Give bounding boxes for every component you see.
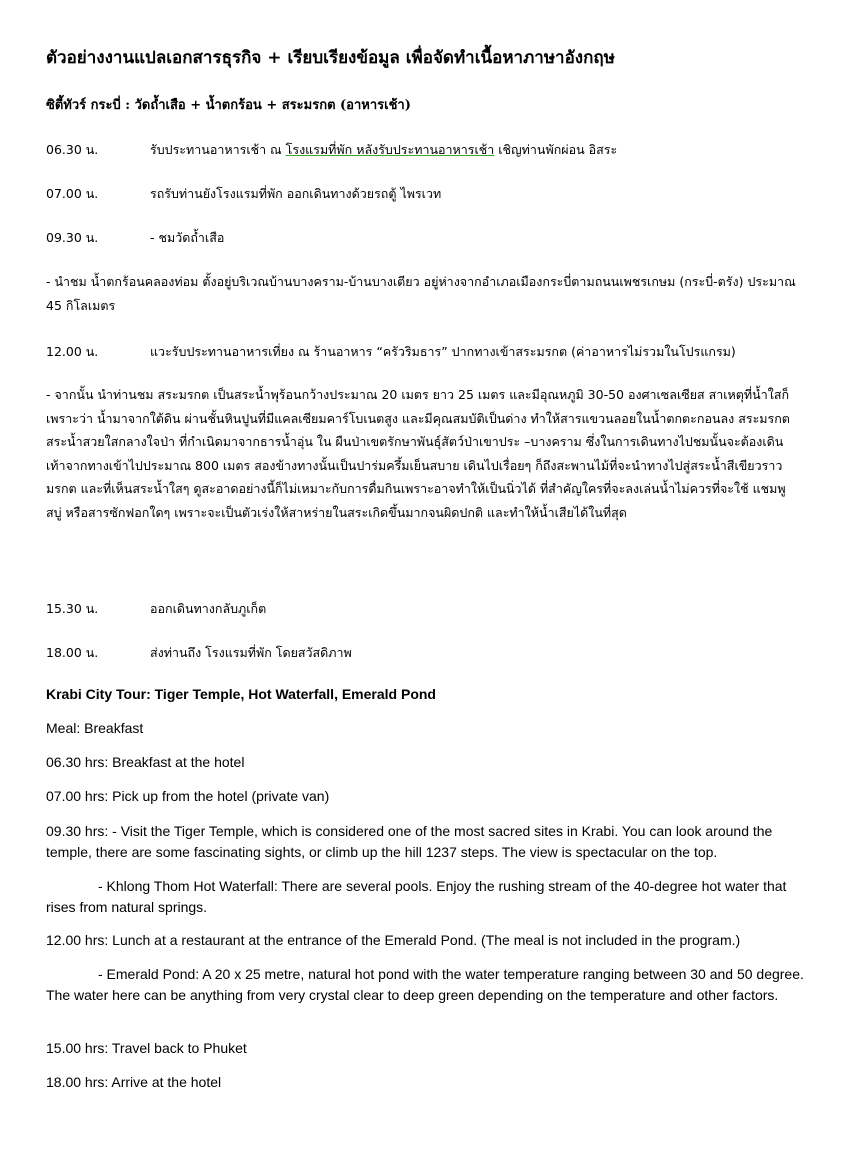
thai-schedule-item	[46, 641, 352, 664]
english-schedule-item: 07.00 hrs: Pick up from the hotel (private van)	[46, 788, 330, 804]
english-schedule-item: 12.00 hrs: Lunch at a restaurant at the entrance of the Emerald Pond. (The meal is not included in the program.)	[46, 932, 741, 948]
document-title: ตัวอย่างงานแปลเอกสารธุรกิจ + เรียบเรียงข้อมูล เพื่อจัดทำเนื้อหาภาษาอังกฤษ	[46, 48, 615, 68]
english-schedule-item: 06.30 hrs: Breakfast at the hotel	[46, 754, 245, 770]
english-tour-title: Krabi City Tour: Tiger Temple, Hot Waterfall, Emerald Pond	[46, 686, 436, 702]
schedule-text: รถรับท่านยังโรงแรมที่พัก ออกเดินทางด้วยรถตู้ ไพรเวท	[150, 186, 442, 201]
english-schedule-item: 09.30 hrs: - Visit the Tiger Temple, which is considered one of the most sacred sites in Krabi. You can look around the temple, there are some fascinating sights, or climb up the hill 1237 steps. The view is spectacular on the top.	[46, 823, 773, 860]
thai-schedule-item	[46, 597, 266, 620]
schedule-time: 18.00 น.	[46, 645, 99, 660]
thai-schedule-item	[46, 182, 441, 205]
spellcheck-underline-text: โรงแรมที่พัก หลังรับประทานอาหารเช้า	[285, 142, 495, 157]
schedule-text: แวะรับประทานอาหารเที่ยง ณ ร้านอาหาร “ครัวริมธาร” ปากทางเข้าสระมรกต (ค่าอาหารไม่รวมในโปรแกรม)	[150, 344, 736, 359]
schedule-time: 07.00 น.	[46, 186, 99, 201]
english-meal: Meal: Breakfast	[46, 720, 144, 736]
schedule-time: 06.30 น.	[46, 142, 99, 157]
schedule-text: รับประทานอาหารเช้า ณ โรงแรมที่พัก หลังรับประทานอาหารเช้า เชิญท่านพักผ่อน อิสระ	[150, 142, 618, 157]
thai-paragraph-emerald-pond: - จากนั้น นำท่านชม สระมรกต เป็นสระน้ำพุร้อนกว้างประมาณ 20 เมตร ยาว 25 เมตร และมีอุณหภูมิ 30-50 องศาเซลเซียส สาเหตุที่น้ำใสก็เพราะว่า น้ำมาจากใต้ดิน ผ่านชั้นหินปูนที่มีแคลเซียมคาร์โบเนตสูง และมีคุณสมบัติเป็นด่าง ทำให้สารแขวนลอยในน้ำตกตะกอนลง สระมรกต สระน้ำสวยใสกลางใจป่า ที่กำเนิดมาจากธารน้ำอุ่น ใน ผืนป่าเขตรักษาพันธุ์สัตว์ป่าเขาประ –บางคราม ซึ่งในการเดินทางไปชมนั้นจะต้องเดินเท้าจากทางเข้าไปประมาณ 800 เมตร สองข้างทางนั้นเป็นปาร่มครึ้มเย็นสบาย เดินไปเรื่อยๆ ก็ถึงสะพานไม้ที่จะนำทางไปสู่สระน้ำสีเขียวราวมรกต และที่เห็นสระน้ำใสๆ ดูสะอาดอย่างนี้ก็ไม่เหมาะกับการดื่มกินเพราะอาจทำให้เป็นนิ่วได้ ที่สำคัญใครที่จะลงเล่นน้ำไม่ควรที่จะใช้ แชมพู สบู่ หรือสารซักฟอกใดๆ เพราะจะเป็นตัวเร่งให้สาหร่ายในสระเกิดขึ้นมากจนผิดปกติ และทำให้น้ำเสียได้ในที่สุด	[46, 387, 790, 520]
thai-schedule-item	[46, 226, 224, 249]
thai-schedule-item	[46, 138, 617, 161]
thai-tour-title: ซิตี้ทัวร์ กระบี่ : วัดถ้ำเสือ + น้ำตกร้อน + สระมรกต (อาหารเช้า)	[46, 98, 411, 113]
schedule-text: - ชมวัดถ้ำเสือ	[150, 230, 225, 245]
schedule-time: 09.30 น.	[46, 230, 99, 245]
schedule-text: ส่งท่านถึง โรงแรมที่พัก โดยสวัสดิภาพ	[150, 645, 352, 660]
thai-paragraph-waterfall: - นำชม น้ำตกร้อนคลองท่อม ตั้งอยู่บริเวณบ้านบางคราม-บ้านบางเตียว อยู่ห่างจากอำเภอเมืองกระบี่ตามถนนเพชรเกษม (กระบี่-ตรัง) ประมาณ 45 กิโลเมตร	[46, 274, 796, 313]
english-schedule-item: - Emerald Pond: A 20 x 25 metre, natural hot pond with the water temperature ranging between 30 and 50 degree. The water here can be anything from very crystal clear to deep green depending on the temperature and other factors.	[46, 966, 804, 1003]
english-schedule-item: 18.00 hrs: Arrive at the hotel	[46, 1074, 222, 1090]
english-schedule-item: 15.00 hrs: Travel back to Phuket	[46, 1040, 247, 1056]
schedule-time: 12.00 น.	[46, 344, 99, 359]
schedule-text: ออกเดินทางกลับภูเก็ต	[150, 601, 267, 616]
thai-schedule-item	[46, 340, 736, 363]
schedule-time: 15.30 น.	[46, 601, 99, 616]
english-schedule-item: - Khlong Thom Hot Waterfall: There are several pools. Enjoy the rushing stream of the 40-degree hot water that rises from natural springs.	[46, 878, 787, 915]
